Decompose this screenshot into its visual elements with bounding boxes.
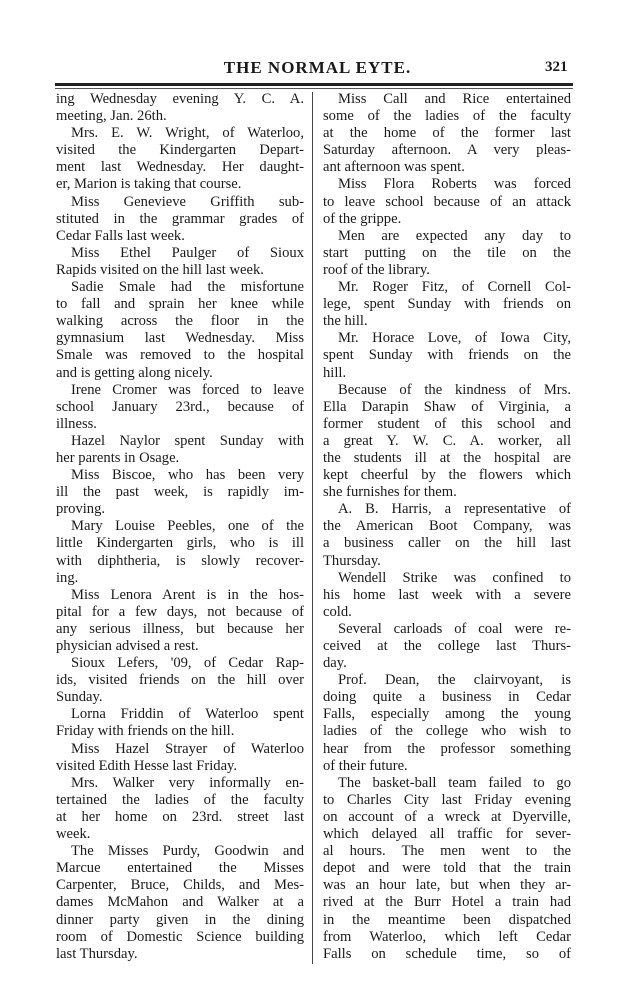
text-line: dames McMahon and Walker at a — [56, 894, 304, 911]
text-line: of their future. — [323, 757, 408, 774]
text-line: a great Y. W. C. A. worker, all — [323, 432, 571, 449]
text-line: any serious illness, but because her — [56, 620, 304, 637]
text-line: physician advised a rest. — [56, 638, 199, 654]
text-line: Ella Darapin Shaw of Virginia, a — [323, 398, 571, 415]
text-line: Mrs. E. W. Wright, of Waterloo, — [71, 125, 304, 142]
text-line: lege, spent Sunday with friends on — [323, 296, 571, 313]
text-line: Lorna Friddin of Waterloo spent — [71, 706, 304, 723]
paragraph — [323, 775, 571, 963]
text-line: room of Domestic Science building — [56, 928, 304, 945]
text-line: she furnishes for them. — [323, 484, 457, 501]
page-title: THE NORMAL EYTE. — [223, 58, 412, 77]
text-line: ladies of the college who wish to — [323, 723, 571, 740]
text-line: and is getting along nicely. — [56, 364, 213, 381]
column-divider — [312, 92, 313, 964]
text-line: ant afternoon was spent. — [323, 159, 465, 176]
paragraph — [56, 194, 304, 245]
text-line: Thursday. — [323, 552, 381, 569]
text-line: roof of the library. — [323, 261, 430, 278]
text-line: Because of the kindness of Mrs. — [338, 381, 571, 398]
paragraph — [323, 621, 571, 672]
text-line: at the home of the former last — [323, 125, 571, 142]
text-line: Miss Biscoe, who has been very — [71, 467, 304, 484]
text-line: ceived at the college last Thurs- — [323, 638, 571, 654]
text-line: ing Wednesday evening Y. C. A. — [56, 91, 304, 107]
text-line: Mr. Roger Fitz, of Cornell Col- — [338, 279, 571, 296]
text-line: illness. — [56, 415, 97, 432]
text-line: to fall and sprain her knee while — [56, 296, 304, 313]
paragraph — [56, 518, 304, 586]
text-line: Mrs. Walker very informally en- — [71, 774, 304, 791]
text-line: The Misses Purdy, Goodwin and — [71, 843, 304, 860]
text-line: ment last Wednesday. Her daught- — [56, 159, 304, 176]
text-line: dinner party given in the dining — [56, 911, 304, 928]
paragraph — [323, 330, 571, 381]
text-line: proving. — [56, 501, 106, 518]
paragraph — [56, 433, 304, 467]
text-line: pital for a few days, not because of — [56, 603, 304, 620]
text-line: with diphtheria, is slowly recover- — [56, 552, 304, 569]
text-line: at her home on 23rd. street last — [56, 808, 304, 825]
text-line: Carpenter, Bruce, Childs, and Mes- — [56, 877, 304, 894]
paragraph — [56, 706, 304, 740]
text-line: hill. — [323, 364, 347, 381]
text-line: spent Sunday with friends on the — [323, 347, 571, 364]
paragraph — [323, 228, 571, 279]
text-line: hear from the professor something — [323, 740, 571, 757]
paragraph — [323, 382, 571, 502]
text-line: Mr. Horace Love, of Iowa City, — [338, 330, 571, 347]
right-column — [323, 91, 571, 963]
text-line: tertained the ladies of the faculty — [56, 791, 304, 808]
text-line: Smale was removed to the hospital — [56, 347, 304, 364]
text-line: Sunday. — [56, 689, 103, 706]
text-line: his home last week with a severe — [323, 586, 571, 603]
text-line: The basket-ball team failed to go — [338, 774, 571, 791]
text-line: Prof. Dean, the clairvoyant, is — [338, 672, 571, 689]
text-line: Wendell Strike was confined to — [338, 569, 571, 586]
paragraph — [56, 382, 304, 433]
text-line: little Kindergarten girls, who is ill — [56, 535, 304, 552]
text-line: in the meantime been dispatched — [323, 911, 571, 928]
text-line: Irene Cromer was forced to leave — [71, 381, 304, 398]
page-number: 321 — [545, 59, 568, 75]
paragraph — [56, 125, 304, 193]
text-line: stituted in the grammar grades of — [56, 210, 304, 227]
text-line: to Charles City last Friday evening — [323, 791, 571, 808]
text-line: A. B. Harris, a representative of — [338, 501, 571, 518]
text-line: Miss Genevieve Griffith sub- — [71, 193, 304, 210]
text-line: Miss Hazel Strayer of Waterloo — [71, 740, 304, 757]
text-line: was an hour late, but when they ar- — [323, 877, 571, 894]
paragraph — [56, 279, 304, 382]
text-line: Saturday afternoon. A very pleas- — [323, 142, 571, 159]
paragraph — [323, 570, 571, 621]
text-line: the hill. — [323, 313, 368, 330]
text-line: Miss Lenora Arent is in the hos- — [71, 586, 304, 603]
text-line: Friday with friends on the hill. — [56, 723, 235, 740]
text-line: day. — [323, 655, 347, 672]
text-line: Miss Call and Rice entertained — [338, 91, 571, 107]
paragraph — [56, 91, 304, 125]
header-rule-thick — [55, 83, 573, 86]
text-line: Several carloads of coal were re- — [338, 620, 571, 637]
text-line: Sadie Smale had the misfortune — [71, 279, 304, 296]
text-line: visited the Kindergarten Depart- — [56, 142, 304, 159]
text-line: gymnasium last Wednesday. Miss — [56, 330, 304, 347]
text-line: visited Edith Hesse last Friday. — [56, 757, 238, 774]
text-line: ing. — [56, 569, 79, 586]
text-line: Hazel Naylor spent Sunday with — [71, 432, 304, 449]
text-line: of the grippe. — [323, 210, 402, 227]
text-line: from Waterloo, which left Cedar — [323, 928, 571, 945]
text-line: meeting, Jan. 26th. — [56, 108, 167, 125]
text-line: last Thursday. — [56, 945, 138, 962]
text-line: Rapids visited on the hill last week. — [56, 261, 264, 278]
header-rule-thin — [55, 88, 573, 89]
text-line: which delayed all traffic for sever- — [323, 826, 571, 843]
text-line: doing quite a business in Cedar — [323, 689, 571, 706]
paragraph — [56, 467, 304, 518]
text-line: some of the ladies of the faculty — [323, 108, 571, 125]
text-line: al hours. The men went to the — [323, 843, 571, 860]
paragraph — [56, 587, 304, 655]
text-line: cold. — [323, 603, 352, 620]
text-line: her parents in Osage. — [56, 449, 180, 466]
text-line: rived at the Burr Hotel a train had — [323, 894, 571, 911]
paragraph — [56, 655, 304, 706]
text-line: Falls on schedule time, so of — [323, 945, 571, 962]
text-line: Miss Flora Roberts was forced — [338, 176, 571, 193]
text-line: Miss Ethel Paulger of Sioux — [71, 244, 304, 261]
left-column — [56, 91, 304, 963]
text-line: ids, visited friends on the hill over — [56, 672, 304, 689]
text-line: Sioux Lefers, '09, of Cedar Rap- — [71, 655, 304, 672]
text-line: ill the past week, is rapidly im- — [56, 484, 304, 501]
text-line: walking across the floor in the — [56, 313, 304, 330]
text-line: the American Boot Company, was — [323, 518, 571, 535]
paragraph — [56, 843, 304, 963]
paragraph — [56, 741, 304, 775]
text-line: week. — [56, 826, 91, 843]
paragraph — [323, 672, 571, 775]
text-line: to leave school because of an attack — [323, 193, 571, 210]
paragraph — [56, 775, 304, 843]
text-line: er, Marion is taking that course. — [56, 176, 242, 193]
text-line: kept cheerful by the flowers which — [323, 467, 571, 484]
text-line: Falls, especially among the young — [323, 706, 571, 723]
text-line: Marcue entertained the Misses — [56, 860, 304, 877]
text-line: depot and were told that the train — [323, 860, 571, 877]
paragraph — [323, 279, 571, 330]
text-line: Mary Louise Peebles, one of the — [71, 518, 304, 535]
text-line: on account of a wreck at Dyerville, — [323, 808, 571, 825]
text-line: start putting on the tile on the — [323, 244, 571, 261]
paragraph — [323, 501, 571, 569]
paragraph — [323, 91, 571, 176]
paragraph — [56, 245, 304, 279]
paragraph — [323, 176, 571, 227]
text-line: school January 23rd., because of — [56, 398, 304, 415]
text-line: Cedar Falls last week. — [56, 227, 185, 244]
text-line: the students ill at the hospital are — [323, 449, 571, 466]
text-line: a business caller on the hill last — [323, 535, 571, 552]
text-line: Men are expected any day to — [338, 227, 571, 244]
text-line: former student of this school and — [323, 415, 571, 432]
